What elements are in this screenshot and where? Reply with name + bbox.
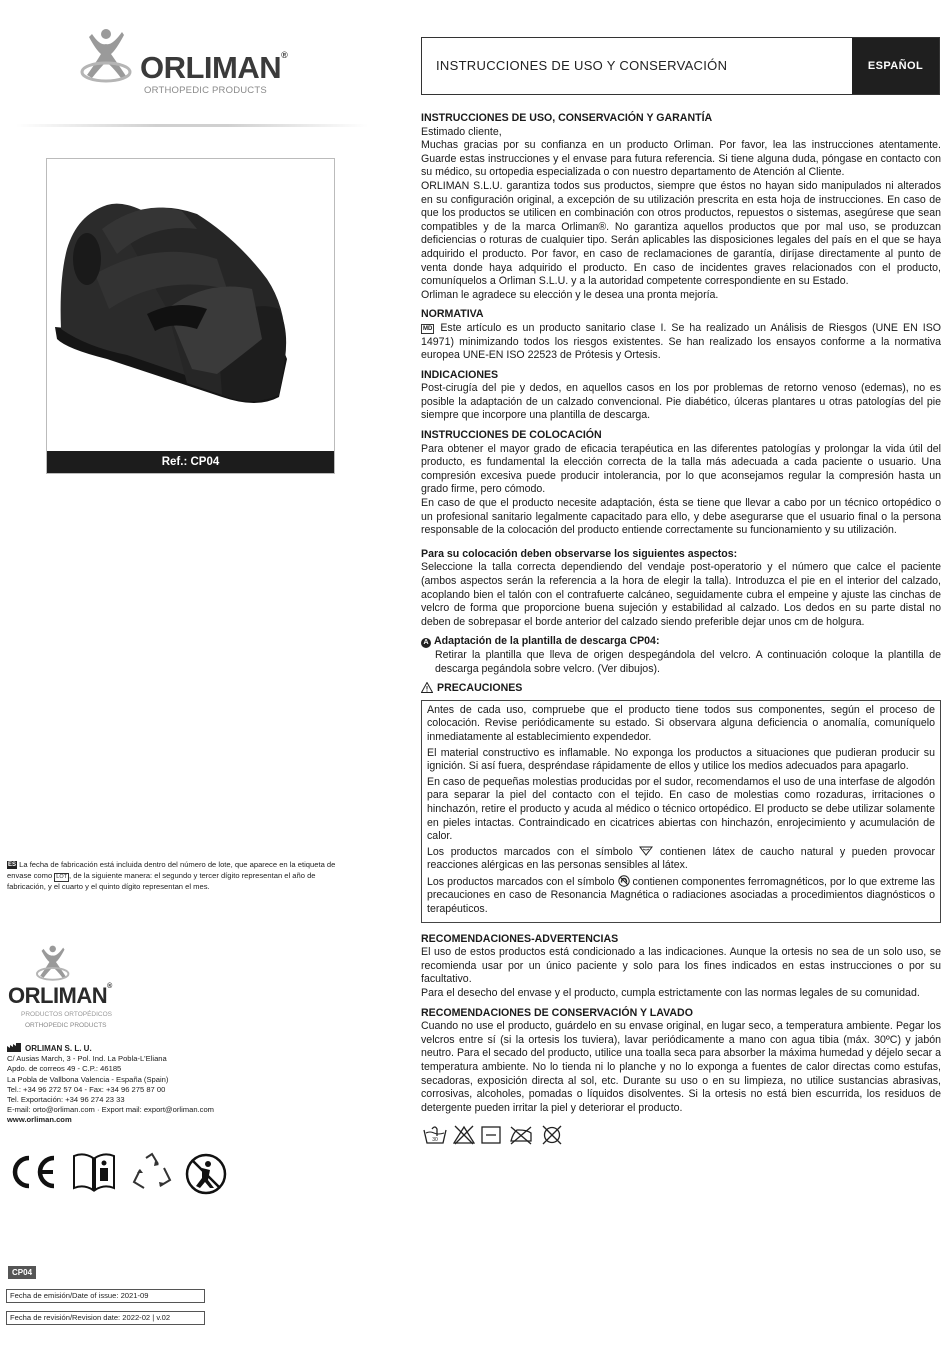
normativa-text: Este artículo es un producto sanitario clase I. Se ha realizado un Análisis de Riesgos (UNE EN ISO 14971) minimizando todos los riesgos existentes. Se han realizado los ensayos conforme a la normativa europea UNE-EN ISO 22523 de Prótesis y Ortesis. xyxy=(421,321,941,362)
brand-tagline: ORTHOPEDIC PRODUCTS xyxy=(144,85,267,96)
recomendaciones-paragraph: El uso de estos productos está condicionado a las indicaciones. Aunque la ortesis no sea de un solo uso, se recomienda usar por un único paciente y solo para los fines indicados en estas instrucciones o por su facultativo. xyxy=(421,946,941,986)
instructions-body xyxy=(421,112,941,1145)
svg-text:30: 30 xyxy=(432,1137,438,1144)
manufacturer-icon xyxy=(7,1043,21,1052)
company-line: C/ Ausias March, 3 - Pol. Ind. La Pobla-L'Eliana xyxy=(7,1054,167,1064)
company-info xyxy=(7,1043,307,1126)
step-a-text: Retirar la plantilla que lleva de origen despegándola del velcro. A continuación coloque la plantilla de descarga pegándola sobre velcro. (Ver dibujos). xyxy=(435,648,941,675)
instructions-book-icon xyxy=(72,1152,116,1192)
colocacion-paragraph: En caso de que el producto necesite adaptación, ésta se tiene que llevar a cabo por un técnico ortopédico o un profesional sanitario legalmente capacitado para ello, y debe asegurarse que el usuario final o la persona responsable de la colocación del producto entiende correctamente su funcionamiento y su utilización. xyxy=(421,497,941,537)
conservacion-text: Cuando no use el producto, guárdelo en su envase original, en lugar seco, a temperatura ambiente. Pegar los velcros entre sí (si la ortesis los tuviera), lavar periódicamente a mano con agua tibia (máx. 30ºC) y jabón neutro. Para el secado del producto, utilice una toalla seca para absorber la máxima humedad y déjelo secar a temperatura ambiente. No lo tienda ni lo planche y no lo exponga a fuentes de calor directas como estufas, secadoras, exposición directa al sol, etc. Durante su uso o en su limpieza, no utilice sustancias abrasivas, corrosivas, alcoholes, pomadas o líquidos disolventes. Si la ortesis no está bien escurrida, los residuos de detergente pueden irritar la piel y deteriorar el producto. xyxy=(421,1020,941,1114)
certification-icons xyxy=(8,1152,233,1194)
step-a-icon: A xyxy=(421,638,431,648)
no-dry-clean-icon xyxy=(541,1125,563,1145)
indicaciones-text: Post-cirugía del pie y dedos, en aquellos casos en los por problemas de retorno venoso (edemas), no es posible la adaptación de un calzado convencional. Pie diabético, úlceras plantares u otras patologías del pie siempre que incorpore una plantilla de descarga. xyxy=(421,382,941,422)
brand-tagline-es: PRODUCTOS ORTOPÉDICOS xyxy=(21,1011,113,1018)
post-op-shoe-image xyxy=(47,159,334,451)
greeting: Estimado cliente, xyxy=(421,125,502,138)
precaution-paragraph: En caso de pequeñas molestias producidas por el sudor, recomendamos el uso de una interfase de algodón para separar la piel del contacto con el tejido. En caso de molestias como rozaduras, irritaciones o hinchazón, retire el producto y acuda al médico o técnico ortopédico. El producto se debe utilizar solamente en pieles intactas. Contraindicado en cicatrices abiertas con hinchazón, enrojecimiento y acumulación de calor. xyxy=(427,775,935,843)
no-bleach-icon xyxy=(453,1125,475,1145)
language-label: ESPAÑOL xyxy=(852,38,939,94)
document-header xyxy=(421,37,940,95)
no-iron-icon xyxy=(509,1125,533,1145)
orliman-figure-icon xyxy=(34,945,74,983)
latex-text-b: contienen látex de caucho natural y pueden provocar reacciones alérgicas en las personas sensibles al látex. xyxy=(427,845,935,872)
lot-symbol-icon: LOT xyxy=(56,873,67,880)
lot-note xyxy=(7,860,352,892)
intro-paragraph: Muchas gracias por su confianza en un producto Orliman. Por favor, lea las instrucciones atentamente. Guarde estas instrucciones y el envase para futura referencia. Si tiene alguna duda, póngase en contacto con su médico, su ortopedia especializada o con nuestro departamento de Atención al Cliente. xyxy=(421,139,941,179)
latex-text-a: Los productos marcados con el símbolo xyxy=(427,845,633,858)
product-ref: Ref.: CP04 xyxy=(47,451,334,473)
section-title-normativa: NORMATIVA xyxy=(421,308,484,321)
medical-device-icon: MD xyxy=(423,325,433,332)
section-title-conservacion: RECOMENDACIONES DE CONSERVACIÓN Y LAVADO xyxy=(421,1006,693,1019)
precautions-box xyxy=(421,700,941,923)
recycle-icon xyxy=(130,1152,174,1194)
issue-date: Fecha de emisión/Date of issue: 2021-09 xyxy=(6,1289,205,1303)
product-code-badge: CP04 xyxy=(8,1266,36,1279)
revision-date: Fecha de revisión/Revision date: 2022-02 | v.02 xyxy=(6,1311,205,1325)
company-name: ORLIMAN S. L. U. xyxy=(25,1044,92,1053)
ferro-text-a: Los productos marcados con el símbolo xyxy=(427,875,615,888)
orliman-logo: ORLIMAN® ORTHOPEDIC PRODUCTS xyxy=(78,28,318,98)
company-line: La Pobla de Vallbona Valencia - España (Spain) xyxy=(7,1074,169,1084)
care-icons xyxy=(421,1125,941,1145)
lot-note-text-1: La fecha de fabricación está incluida dentro del número de lote, que aparece en la etiqueta de envase como xyxy=(7,860,336,880)
line-dry-flat-icon xyxy=(481,1125,501,1145)
section-title-colocacion: INSTRUCCIONES DE COLOCACIÓN xyxy=(421,429,602,442)
precaution-paragraph: El material constructivo es inflamable. No exponga los productos a situaciones que pudieran producir su ignición. Si así fuera, despréndase rápidamente de ellos y utilice los medios adecuados para apagarlo. xyxy=(427,746,935,773)
brand-name: ORLIMAN xyxy=(140,50,282,85)
ferro-text-b: contienen componentes ferromagnéticos, por lo que extreme las precauciones en caso de Resonancia Magnética o radiaciones asociadas a procedimientos diagnósticos o terapéuticos. xyxy=(427,875,935,916)
ferromagnetic-icon xyxy=(618,875,630,887)
colocacion-paragraph: Seleccione la talla correcta dependiendo del vendaje post-operatorio y el número que calce el paciente (ambos aspectos serán la referencia a la hora de elegir la talla). Introduzca el pie en el interior del calzado, acoplando bien el talón con el contrafuerte calcáneo, seguidamente cubra el empeine y ajuste las cinchas de velcro de forma que proporcione buena sujeción y estabilidad al calzado. Los dedos en su parte distal no deben de sobrepasar el borde anterior del calzado siendo preferible dejar unos cm de holgura. xyxy=(421,561,941,628)
company-line: Apdo. de correos 49 - C.P.: 46185 xyxy=(7,1064,122,1074)
hand-wash-icon xyxy=(423,1125,447,1145)
brand-tagline-small: ORTHOPEDIC PRODUCTS xyxy=(25,1022,107,1029)
warning-icon xyxy=(421,682,433,693)
colocacion-subtitle: Para su colocación deben observarse los siguientes aspectos: xyxy=(421,547,738,560)
company-line: E-mail: orto@orliman.com · Export mail: export@orliman.com xyxy=(7,1105,215,1115)
precaution-paragraph: Antes de cada uso, compruebe que el producto tiene todos sus componentes, según el proceso de colocación. Revise periódicamente su estado. Si observara alguna deficiencia o anomalía, comuníquelo inmediatamente al establecimiento expendedor. xyxy=(427,703,935,743)
orliman-figure-icon xyxy=(78,28,138,86)
company-line: Tel. Exportación: +34 96 274 23 33 xyxy=(7,1095,125,1105)
colocacion-paragraph: Para obtener el mayor grado de eficacia terapéutica en las diferentes patologías y prolongar la vida útil del producto, es fundamental la elección correcta de la talla más adecuada a cada paciente o usuario. Una compresión excesiva puede producir intolerancia, por lo que aconsejamos regular la compresión hasta un grado firme, pero cómodo. xyxy=(421,442,941,496)
section-title-indicaciones: INDICACIONES xyxy=(421,368,499,381)
no-reuse-icon xyxy=(184,1152,228,1196)
recomendaciones-paragraph: Para el desecho del envase y el producto, cumpla estrictamente con las normas legales de su comunidad. xyxy=(421,987,920,1000)
section-title-precauciones: PRECAUCIONES xyxy=(437,682,523,695)
step-a-title: Adaptación de la plantilla de descarga CP04: xyxy=(434,635,660,648)
ce-mark-icon xyxy=(8,1152,58,1192)
orliman-logo-small: ORLIMAN® PRODUCTOS ORTOPÉDICOS ORTHOPEDIC PRODUCTS xyxy=(8,945,138,1035)
section-title-intro: INSTRUCCIONES DE USO, CONSERVACIÓN Y GARANTÍA xyxy=(421,112,713,124)
warranty-paragraph: ORLIMAN S.L.U. garantiza todos sus productos, siempre que éstos no hayan sido manipulados ni alterados en su configuración original, a excepción de su utilización prescrita en esta hoja de instrucciones. En caso de que los productos se utilicen en combinación con otros productos, repuestos o sistemas, asegúrese que sean compatibles y de la marca Orliman®. No garantiza aquellos productos que por mal uso, se produzcan deficiencias o roturas de cualquier tipo. Serán aplicables las disposiciones legales del país en el que se haya adquirido el producto. Por favor, en caso de reclamaciones de garantía, diríjase directamente al punto de venta donde haya adquirido el producto. En caso de incidentes graves relacionados con el producto, comuníquelos a Orliman S.L.U. y a la autoridad competente correspondiente en su Estado. xyxy=(421,179,941,288)
company-website: www.orliman.com xyxy=(7,1115,72,1125)
section-title-recomendaciones: RECOMENDACIONES-ADVERTENCIAS xyxy=(421,932,619,945)
lot-note-text-2: , de la siguiente manera: el segundo y tercer dígito representan el año de fabricación, y el cuarto y el quinto dígito representan el mes. xyxy=(7,870,316,891)
language-tag: ES xyxy=(8,862,17,868)
document-title: INSTRUCCIONES DE USO Y CONSERVACIÓN xyxy=(436,58,728,73)
brand-name-small: ORLIMAN xyxy=(8,983,108,1008)
divider xyxy=(16,124,368,127)
thanks-paragraph: Orliman le agradece su elección y le desea una pronta mejoría. xyxy=(421,288,719,301)
company-line: Tel.: +34 96 272 57 04 - Fax: +34 96 275 87 00 xyxy=(7,1084,166,1094)
latex-icon xyxy=(639,846,653,856)
product-image-box xyxy=(46,158,335,474)
